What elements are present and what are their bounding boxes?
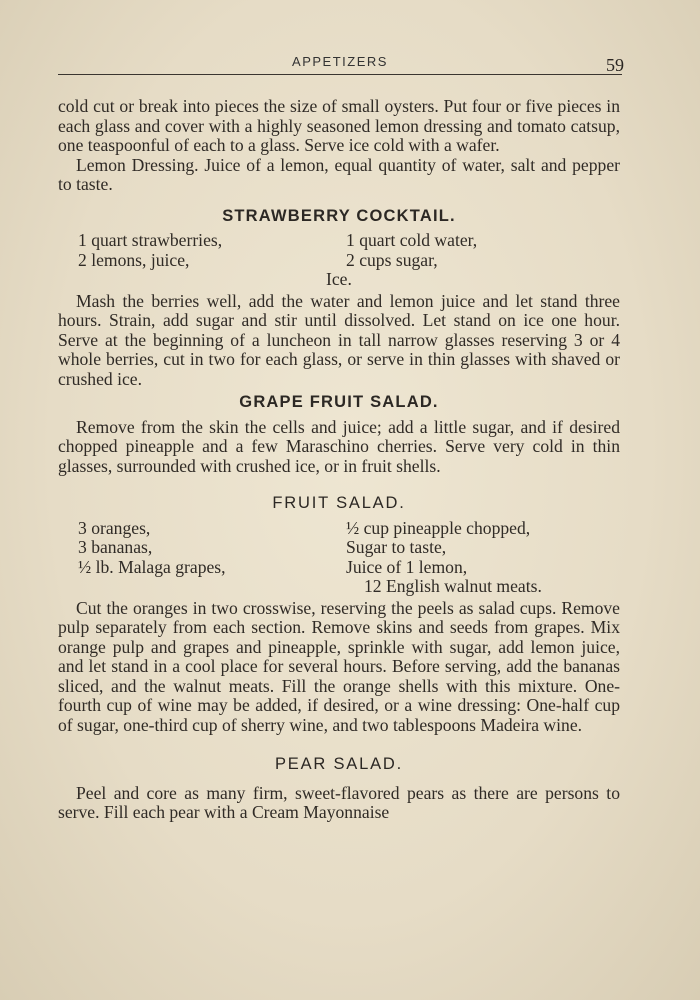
ingredient: Juice of 1 lemon, [346,556,468,577]
page-number: 59 [606,55,624,75]
ingredient-list-strawberry-cocktail [58,231,620,290]
intro-paragraph: cold cut or break into pieces the size of small oysters. Put four or five pieces in each glass and cover with a highly seasoned lemon dressing and tomato catsup, one teaspoonful of each to a glass. Serve ice cold with a wafer. [58,96,620,155]
ingredient: Ice. [326,269,352,289]
ingredient: 1 quart strawberries, [78,230,223,250]
page-body [58,97,620,823]
header-rule [58,74,622,75]
ingredient: 1 quart cold water, [346,230,478,250]
ingredient: ½ lb. Malaga grapes, [78,556,226,577]
recipe-title-strawberry-cocktail: STRAWBERRY COCKTAIL. [222,206,456,225]
ingredient: 12 English walnut meats. [364,576,542,596]
recipe-title-grape-fruit-salad: GRAPE FRUIT SALAD. [239,393,439,411]
recipe-directions-strawberry-cocktail: Mash the berries well, add the water and lemon juice and let stand three hours. Strain, add sugar and stir until dissolved. Let stand on ice one hour. Serve at the beginning of a luncheon in tall narrow glasses reserving 3 or 4 whole berries, cut in two for each glass, or serve in thin glasses with shaved or crushed ice. [58,290,620,389]
running-head: APPETIZERS [292,54,388,69]
recipe-title-fruit-salad: FRUIT SALAD. [272,494,406,512]
ingredient-list-fruit-salad [58,519,620,597]
ingredient: ½ cup pineapple chopped, [346,517,531,538]
page-header [58,52,622,80]
recipe-directions-fruit-salad: Cut the oranges in two crosswise, reserving the peels as salad cups. Remove pulp separately from each section. Remove skins and seeds from grapes. Mix orange pulp and grapes and pineapple, sprinkle with sugar, add lemon juice, and let stand in a cool place for several hours. Before serving, add the bananas sliced, and the walnut meats. Fill the orange shells with this mixture. One-fourth cup of wine may be added, if desired, or a wine dressing: One-half cup of sugar, one-third cup of sherry wine, and two tablespoons Madeira wine. [58,597,620,735]
ingredient: Sugar to taste, [346,537,447,557]
recipe-directions-pear-salad: Peel and core as many firm, sweet-flavored pears as there are persons to serve. Fill each pear with a Cream Mayonnaise [58,782,620,822]
lemon-dressing-paragraph: Lemon Dressing. Juice of a lemon, equal quantity of water, salt and pepper to taste. [58,154,620,194]
recipe-title-pear-salad: PEAR SALAD. [274,755,403,773]
ingredient: 2 lemons, juice, [78,249,190,270]
ingredient: 3 bananas, [78,537,153,557]
ingredient: 2 cups sugar, [346,249,438,270]
ingredient: 3 oranges, [78,517,151,538]
recipe-directions-grape-fruit-salad: Remove from the skin the cells and juice; add a little sugar, and if desired chopped pineapple and a few Maraschino cherries. Serve very cold in thin glasses, surrounded with crushed ice, or in fruit shells. [58,416,620,476]
